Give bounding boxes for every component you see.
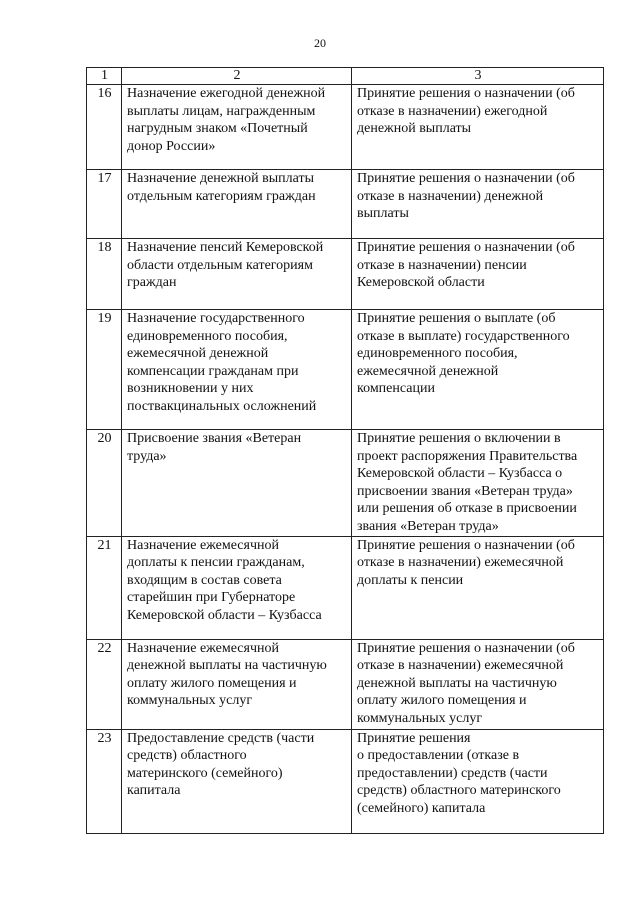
table-row <box>87 170 604 239</box>
table-row <box>87 536 604 639</box>
result-cell <box>352 536 604 639</box>
row-number: 23 <box>87 729 122 833</box>
result-text: Принятие решения о назначении (об отказе в назначении) ежемесячной денежной выплаты на частичную оплату жилого помещения и коммунальных услуг <box>357 640 575 726</box>
table-row <box>87 239 604 310</box>
service-name-cell <box>122 310 352 430</box>
service-name: Назначение государственного единовременного пособия, ежемесячной денежной компенсации гражданам при возникновении у них поствакцинальных осложнений <box>127 311 317 414</box>
table-row <box>87 639 604 729</box>
row-number: 21 <box>87 536 122 639</box>
result-cell <box>352 639 604 729</box>
result-text: Принятие решения о назначении (об отказе в назначении) ежемесячной доплаты к пенсии <box>357 537 575 588</box>
service-name: Присвоение звания «Ветеран труда» <box>127 431 302 464</box>
service-name: Назначение денежной выплаты отдельным категориям граждан <box>127 171 316 204</box>
service-name: Назначение ежемесячной денежной выплаты на частичную оплату жилого помещения и коммунальных услуг <box>127 640 327 709</box>
service-name-cell <box>122 170 352 239</box>
service-name-cell <box>122 430 352 537</box>
row-number: 20 <box>87 430 122 537</box>
result-cell <box>352 310 604 430</box>
service-name-cell <box>122 536 352 639</box>
result-text: Принятие решения о выплате (об отказе в выплате) государственного единовременного пособия, ежемесячной денежной компенсации <box>357 311 570 397</box>
table-row <box>87 729 604 833</box>
service-name: Предоставление средств (части средств) областного материнского (семейного) капитала <box>127 730 315 799</box>
service-name-cell <box>122 729 352 833</box>
result-cell <box>352 430 604 537</box>
service-name: Назначение ежемесячной доплаты к пенсии гражданам, входящим в состав совета старейшин при Губернаторе Кемеровской области – Кузбасса <box>127 537 322 623</box>
service-name-cell <box>122 639 352 729</box>
column-header-number: 1 <box>87 68 122 85</box>
table-header-row <box>87 68 604 85</box>
result-text: Принятие решения о включении в проект распоряжения Правительства Кемеровской области – Кузбасса о присвоении звания «Ветеран труда» или решения об отказе в присвоении звания «Ветеран труда» <box>357 431 578 534</box>
result-cell <box>352 170 604 239</box>
result-text: Принятие решения о назначении (об отказе в назначении) ежегодной денежной выплаты <box>357 86 575 137</box>
service-name: Назначение ежегодной денежной выплаты лицам, награжденным нагрудным знаком «Почетный донор России» <box>127 86 326 154</box>
result-cell <box>352 85 604 170</box>
row-number: 22 <box>87 639 122 729</box>
result-cell <box>352 729 604 833</box>
row-number: 18 <box>87 239 122 310</box>
result-text: Принятие решения о назначении (об отказе в назначении) пенсии Кемеровской области <box>357 240 575 291</box>
result-text: Принятие решения о назначении (об отказе в назначении) денежной выплаты <box>357 171 575 222</box>
services-table <box>86 67 604 834</box>
row-number: 17 <box>87 170 122 239</box>
result-cell <box>352 239 604 310</box>
column-header-result: 3 <box>352 68 604 85</box>
service-name-cell <box>122 239 352 310</box>
column-header-service: 2 <box>122 68 352 85</box>
table-row <box>87 310 604 430</box>
table-row <box>87 430 604 537</box>
result-text: Принятие решения о предоставлении (отказе в предоставлении) средств (части средств) областного материнского (семейного) капитала <box>357 730 561 816</box>
row-number: 16 <box>87 85 122 170</box>
row-number: 19 <box>87 310 122 430</box>
service-name-cell <box>122 85 352 170</box>
page-number: 20 <box>314 36 326 50</box>
table-row <box>87 85 604 170</box>
service-name: Назначение пенсий Кемеровской области отдельным категориям граждан <box>127 240 324 291</box>
